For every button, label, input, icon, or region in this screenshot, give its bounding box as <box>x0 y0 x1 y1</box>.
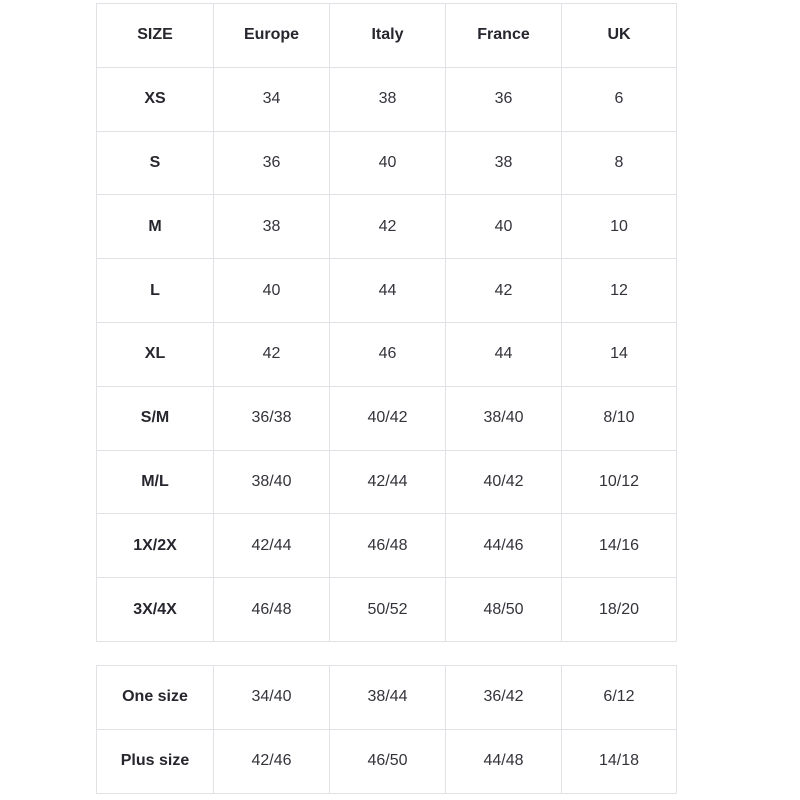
table-row <box>97 386 677 450</box>
table-header <box>97 4 677 68</box>
table-row <box>97 729 677 793</box>
column-header-france: France <box>446 4 562 68</box>
cell-france: 40/42 <box>446 450 562 514</box>
row-label: One size <box>97 666 214 730</box>
column-header-europe: Europe <box>214 4 330 68</box>
cell-uk: 8 <box>562 131 677 195</box>
cell-france: 44/48 <box>446 729 562 793</box>
cell-europe: 36 <box>214 131 330 195</box>
cell-france: 38/40 <box>446 386 562 450</box>
cell-uk: 14 <box>562 322 677 386</box>
row-label: 3X/4X <box>97 578 214 642</box>
cell-france: 38 <box>446 131 562 195</box>
cell-europe: 36/38 <box>214 386 330 450</box>
cell-france: 40 <box>446 195 562 259</box>
cell-italy: 38 <box>330 67 446 131</box>
table-body <box>97 666 677 794</box>
cell-uk: 6 <box>562 67 677 131</box>
cell-europe: 42/44 <box>214 514 330 578</box>
cell-italy: 50/52 <box>330 578 446 642</box>
table-row <box>97 578 677 642</box>
cell-uk: 8/10 <box>562 386 677 450</box>
cell-italy: 46/48 <box>330 514 446 578</box>
cell-uk: 10/12 <box>562 450 677 514</box>
row-label: M <box>97 195 214 259</box>
table-header-row <box>97 4 677 68</box>
cell-europe: 40 <box>214 259 330 323</box>
row-label: L <box>97 259 214 323</box>
cell-france: 48/50 <box>446 578 562 642</box>
cell-italy: 40 <box>330 131 446 195</box>
cell-uk: 6/12 <box>562 666 677 730</box>
cell-uk: 14/18 <box>562 729 677 793</box>
table-row <box>97 259 677 323</box>
cell-italy: 44 <box>330 259 446 323</box>
cell-france: 36/42 <box>446 666 562 730</box>
cell-italy: 42/44 <box>330 450 446 514</box>
row-label: S/M <box>97 386 214 450</box>
column-header-uk: UK <box>562 4 677 68</box>
row-label: Plus size <box>97 729 214 793</box>
table-row <box>97 322 677 386</box>
cell-europe: 34/40 <box>214 666 330 730</box>
cell-uk: 12 <box>562 259 677 323</box>
cell-europe: 34 <box>214 67 330 131</box>
table-row <box>97 131 677 195</box>
table-row <box>97 450 677 514</box>
cell-uk: 10 <box>562 195 677 259</box>
cell-italy: 46/50 <box>330 729 446 793</box>
row-label: XS <box>97 67 214 131</box>
cell-france: 42 <box>446 259 562 323</box>
cell-france: 44 <box>446 322 562 386</box>
table-row <box>97 514 677 578</box>
cell-france: 36 <box>446 67 562 131</box>
cell-italy: 42 <box>330 195 446 259</box>
cell-uk: 18/20 <box>562 578 677 642</box>
table-row <box>97 666 677 730</box>
row-label: M/L <box>97 450 214 514</box>
cell-europe: 38 <box>214 195 330 259</box>
special-size-table-container <box>96 665 676 794</box>
table-row <box>97 67 677 131</box>
cell-europe: 42/46 <box>214 729 330 793</box>
cell-italy: 40/42 <box>330 386 446 450</box>
cell-uk: 14/16 <box>562 514 677 578</box>
row-label: 1X/2X <box>97 514 214 578</box>
main-size-table <box>96 3 677 642</box>
cell-europe: 38/40 <box>214 450 330 514</box>
row-label: XL <box>97 322 214 386</box>
cell-italy: 46 <box>330 322 446 386</box>
table-body <box>97 67 677 641</box>
main-size-table-container <box>96 3 676 642</box>
special-size-table <box>96 665 677 794</box>
column-header-italy: Italy <box>330 4 446 68</box>
cell-italy: 38/44 <box>330 666 446 730</box>
cell-france: 44/46 <box>446 514 562 578</box>
table-row <box>97 195 677 259</box>
row-label: S <box>97 131 214 195</box>
cell-europe: 42 <box>214 322 330 386</box>
column-header-size: SIZE <box>97 4 214 68</box>
cell-europe: 46/48 <box>214 578 330 642</box>
